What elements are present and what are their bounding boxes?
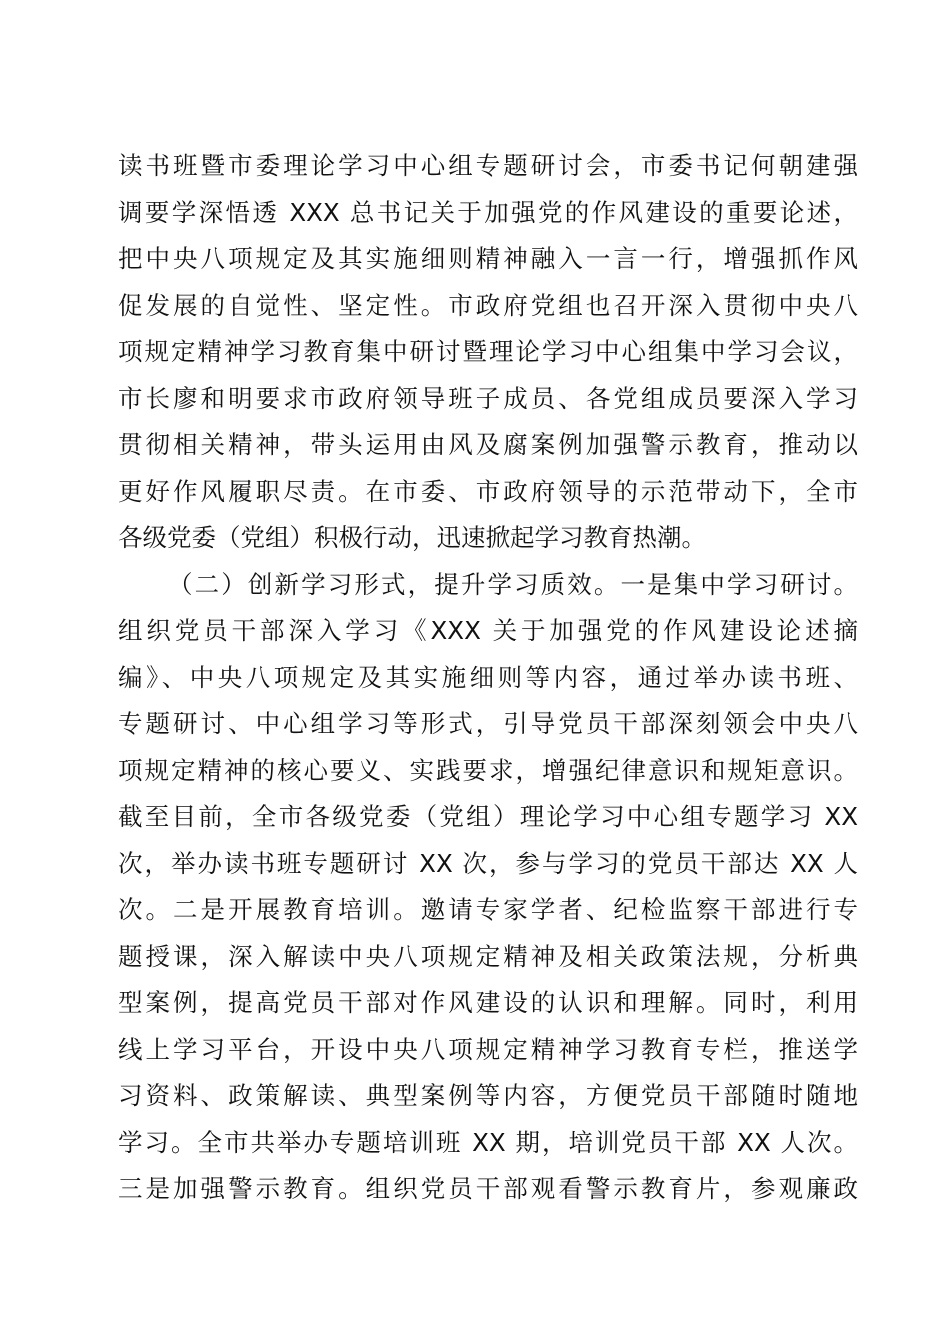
text-line: 编》、中央八项规定及其实施细则等内容，通过举办读书班、	[118, 662, 858, 692]
text-line: 型案例，提高党员干部对作风建设的认识和理解。同时，利用	[118, 988, 858, 1017]
text-line: 读书班暨市委理论学习中心组专题研讨会，市委书记何朝建强	[118, 151, 858, 180]
text-line: 贯彻相关精神，带头运用由风及腐案例加强警示教育，推动以	[118, 430, 858, 459]
text-line: 次。二是开展教育培训。邀请专家学者、纪检监察干部进行专	[118, 895, 858, 924]
text-line: 次，举办读书班专题研讨 XX 次，参与学习的党员干部达 XX 人	[118, 848, 858, 878]
text-line: 题授课，深入解读中央八项规定精神及相关政策法规，分析典	[118, 941, 858, 971]
text-line: 组织党员干部深入学习《XXX 关于加强党的作风建设论述摘	[118, 616, 858, 645]
text-line: 截至目前，全市各级党委（党组）理论学习中心组专题学习 XX	[118, 802, 858, 831]
text-line: 市长廖和明要求市政府领导班子成员、各党组成员要深入学习	[118, 383, 858, 413]
text-line: 各级党委（党组）积极行动，迅速掀起学习教育热潮。	[118, 523, 706, 552]
text-line: 把中央八项规定及其实施细则精神融入一言一行，增强抓作风	[118, 244, 858, 273]
text-line: 三是加强警示教育。组织党员干部观看警示教育片，参观廉政	[118, 1174, 858, 1203]
section-heading-line: （二）创新学习形式，提升学习质效。一是集中学习研讨。	[168, 569, 858, 599]
text-line: 习资料、政策解读、典型案例等内容，方便党员干部随时随地	[118, 1081, 858, 1110]
text-line: 项规定精神学习教育集中研讨暨理论学习中心组集中学习会议，	[118, 337, 858, 366]
body-text	[118, 143, 858, 1213]
text-line: 更好作风履职尽责。在市委、市政府领导的示范带动下，全市	[118, 476, 858, 506]
text-line: 调要学深悟透 XXX 总书记关于加强党的作风建设的重要论述，	[118, 197, 858, 227]
text-line: 线上学习平台，开设中央八项规定精神学习教育专栏，推送学	[118, 1034, 858, 1064]
text-line: 项规定精神的核心要义、实践要求，增强纪律意识和规矩意识。	[118, 755, 858, 785]
text-line: 促发展的自觉性、坚定性。市政府党组也召开深入贯彻中央八	[118, 290, 858, 320]
text-line: 专题研讨、中心组学习等形式，引导党员干部深刻领会中央八	[118, 709, 858, 738]
text-line: 学习。全市共举办专题培训班 XX 期，培训党员干部 XX 人次。	[118, 1127, 858, 1157]
